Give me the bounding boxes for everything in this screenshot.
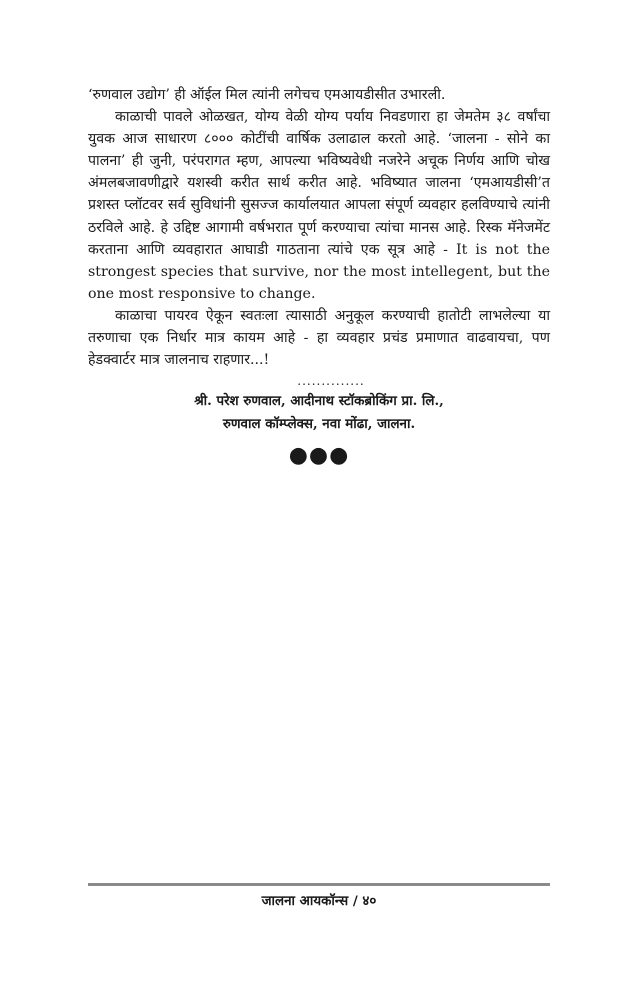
page-content (88, 84, 550, 467)
paragraph-intro: ‘रुणवाल उद्योग’ ही ऑईल मिल त्यांनी लगेचच एमआयडीसीत उभारली. (88, 87, 446, 103)
signature-line-2: रुणवाल कॉम्प्लेक्स, नवा मोंढा, जालना. (222, 416, 416, 433)
paragraph-main: काळाची पावले ओळखत, योग्य वेळी योग्य पर्याय निवडणारा हा जेमतेम ३८ वर्षांचा युवक आज साधारण ८००० कोटींची वार्षिक उलाढाल करतो आहे. ‘जालना - सोने का पालना’ ही जुनी, परंपरागत म्हण, आपल्या भविष्यवेधी नजरेने अचूक निर्णय आणि चोख अंमलबजावणीद्वारे यशस्वी करीत सार्थ करीत आहे. भविष्यात जालना ‘एमआयडीसी’त प्रशस्त प्लॉटवर सर्व सुविधांनी सुसज्ज कार्यालयात आपला संपूर्ण व्यवहार हलविण्याचे त्यांनी ठरविले आहे. हे उद्दिष्ट आगामी वर्षभरात पूर्ण करण्याचा त्यांचा मानस आहे. रिस्क मॅनेजमेंट करताना आणि व्यवहारात आघाडी गाठताना त्यांचे एक सूत्र आहे - It is not the strongest species that survive, nor the most intellegent, but the one most responsive to change. (88, 109, 550, 302)
footer-page-title: जालना आयकॉन्स / ४० (261, 893, 377, 909)
footer-rule (88, 883, 550, 886)
paragraph-closing: काळाचा पायरव ऐकून स्वतःला त्यासाठी अनुकूल करण्याची हातोटी लाभलेल्या या तरुणाचा एक निर्धार मात्र कायम आहे - हा व्यवहार प्रचंड प्रमाणात वाढवायचा, पण हेडक्वार्टर मात्र जालनाच राहणार...! (88, 307, 550, 369)
ornament-dots: ●●● (288, 443, 350, 469)
signature-line-1: श्री. परेश रुणवाल, आदीनाथ स्टॉकब्रोकिंग प्रा. लि., (194, 393, 444, 410)
dotted-separator: .............. (297, 374, 365, 389)
